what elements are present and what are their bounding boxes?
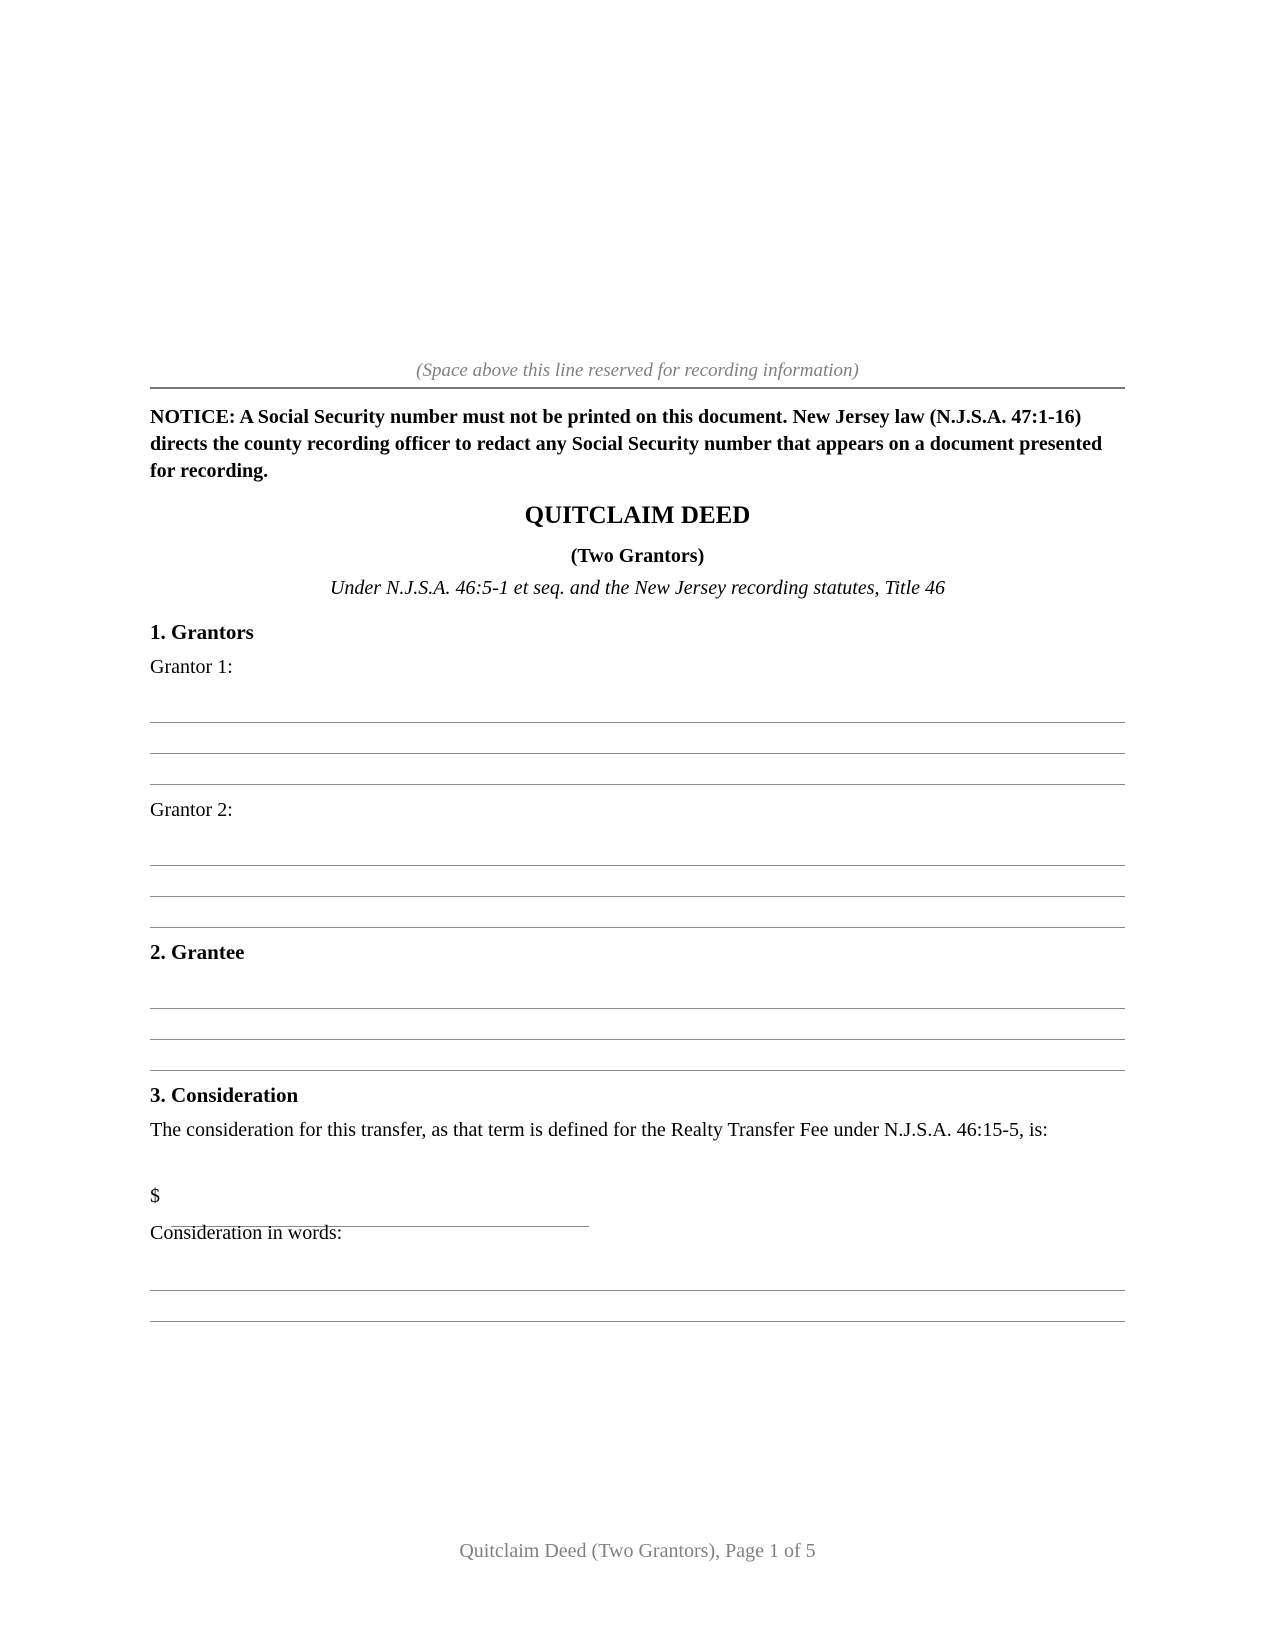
- consideration-text: The consideration for this transfer, as that term is defined for the Realty Transfer Fee under N.J.S.A. 46:15-5, is:: [150, 1119, 1048, 1141]
- document-subtitle: (Two Grantors): [570, 545, 705, 567]
- grantor2-line-3[interactable]: [150, 927, 1125, 928]
- grantee-heading: 2. Grantee: [150, 940, 245, 964]
- recording-reserved-note: (Space above this line reserved for recording information): [416, 360, 859, 381]
- consideration-words-label: Consideration in words:: [150, 1222, 343, 1244]
- grantee-line-2[interactable]: [150, 1039, 1125, 1040]
- page-footer: Quitclaim Deed (Two Grantors), Page 1 of 5: [459, 1540, 816, 1562]
- grantor1-line-1[interactable]: [150, 722, 1125, 723]
- currency-symbol: $: [150, 1185, 160, 1207]
- ssn-notice: NOTICE: A Social Security number must not be printed on this document. New Jersey law (N.J.S.A. 47:1-16) directs the county recording officer to redact any Social Security number that appears on a document presented for recording.: [150, 406, 1103, 482]
- grantors-heading: 1. Grantors: [150, 620, 254, 644]
- grantor1-label: Grantor 1:: [150, 656, 233, 678]
- consideration-heading: 3. Consideration: [150, 1083, 299, 1107]
- document-title: QUITCLAIM DEED: [524, 502, 751, 529]
- consideration-words-line-1[interactable]: [150, 1290, 1125, 1291]
- grantor1-line-3[interactable]: [150, 784, 1125, 785]
- grantor1-line-2[interactable]: [150, 753, 1125, 754]
- recording-divider: [150, 387, 1125, 389]
- grantor2-line-1[interactable]: [150, 865, 1125, 866]
- grantor2-label: Grantor 2:: [150, 799, 233, 821]
- grantee-line-3[interactable]: [150, 1070, 1125, 1071]
- statutory-authority: Under N.J.S.A. 46:5-1 et seq. and the New Jersey recording statutes, Title 46: [329, 577, 946, 599]
- consideration-words-line-2[interactable]: [150, 1321, 1125, 1322]
- grantor2-line-2[interactable]: [150, 896, 1125, 897]
- grantee-line-1[interactable]: [150, 1008, 1125, 1009]
